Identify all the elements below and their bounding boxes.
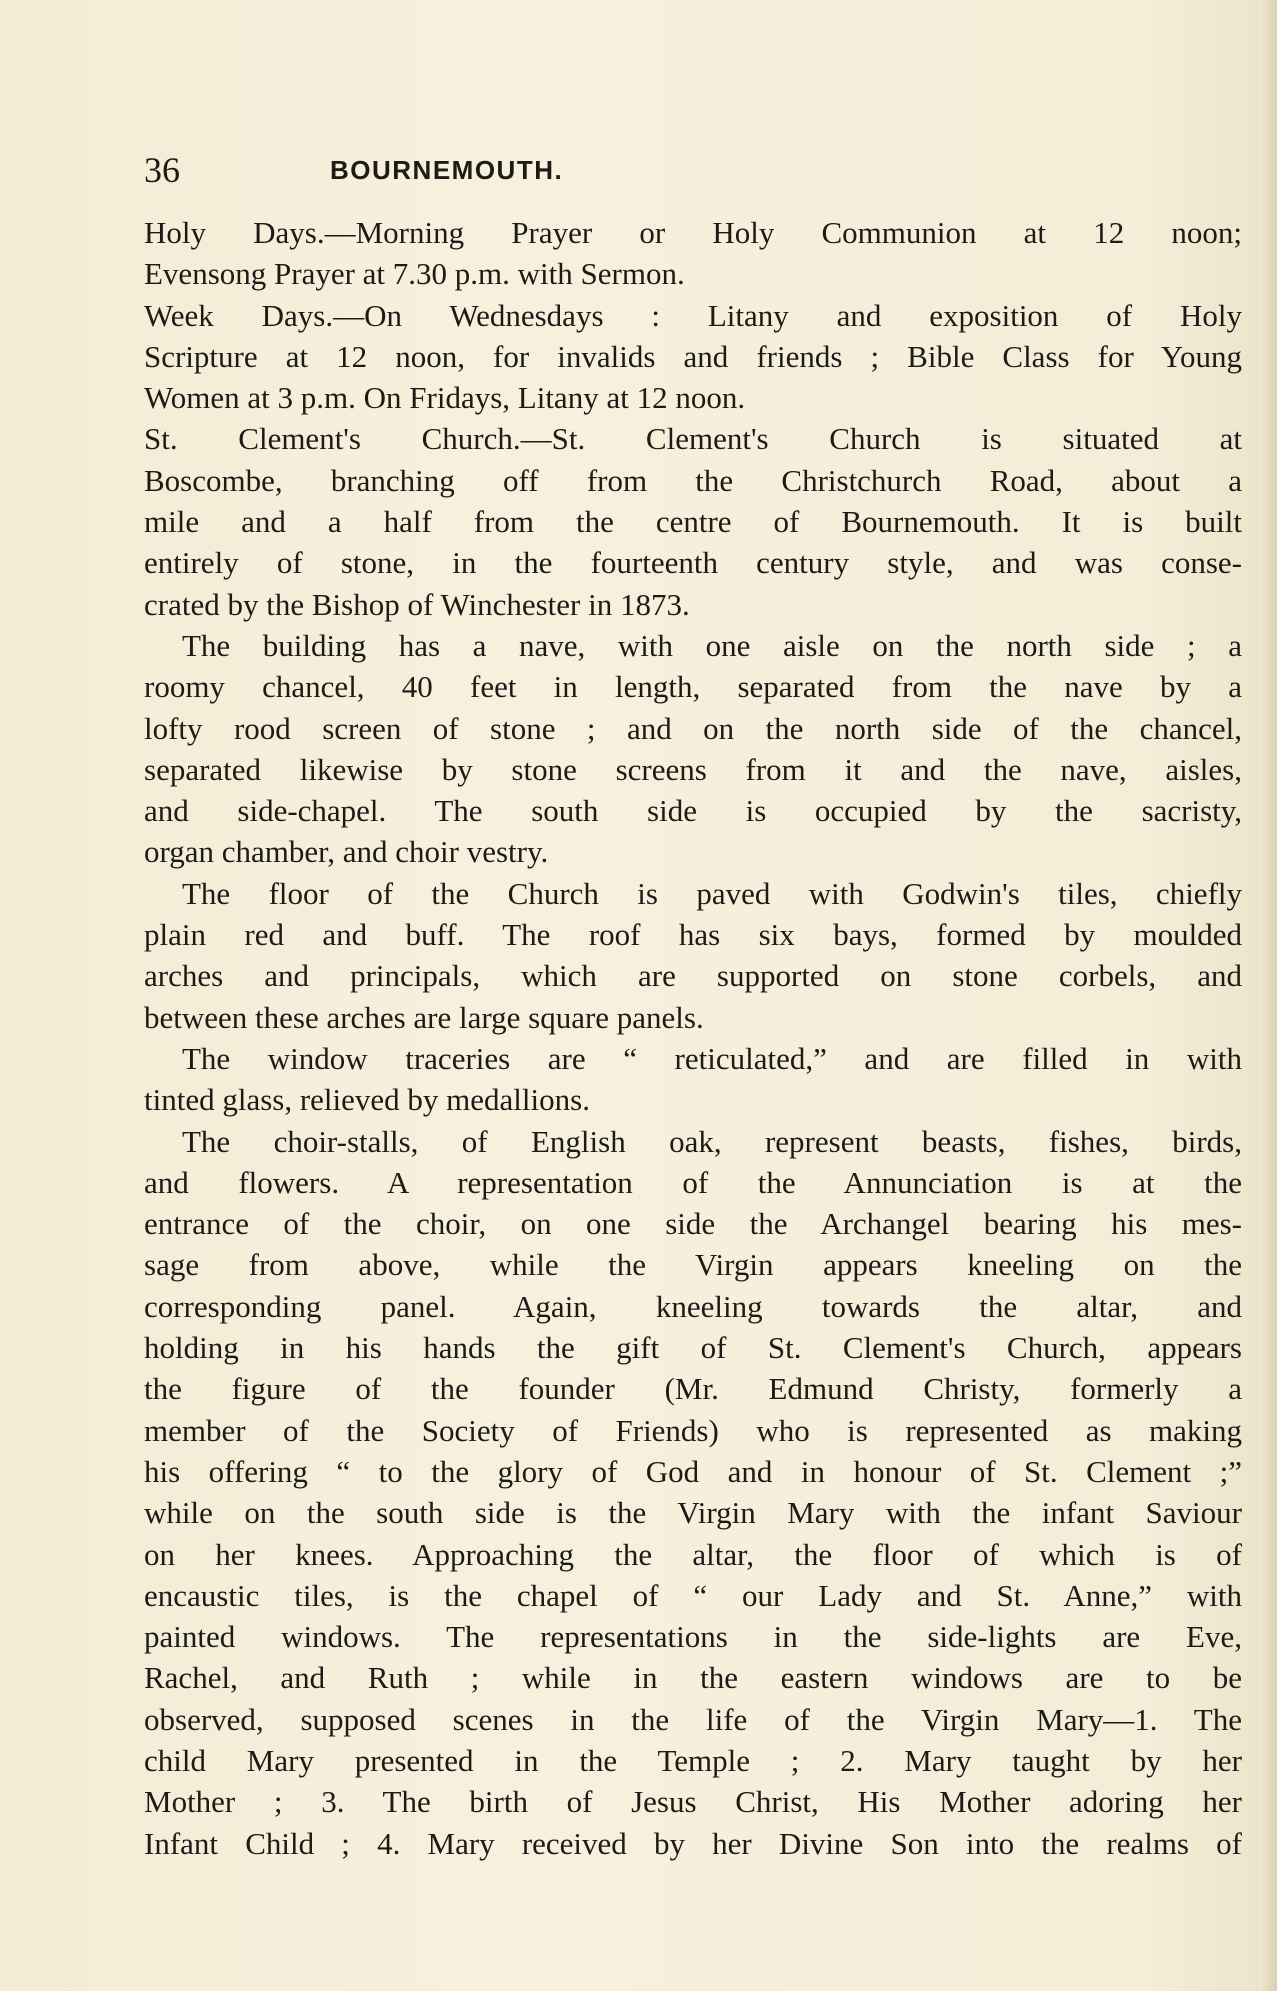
text-line: the figure of the founder (Mr. Edmund Christy, formerly a [144, 1371, 1242, 1407]
text-line: Women at 3 p.m. On Fridays, Litany at 12 noon. [144, 380, 746, 416]
text-line: between these arches are large square panels. [144, 999, 704, 1035]
text-line: Mother ; 3. The birth of Jesus Christ, His Mother adoring her [144, 1784, 1242, 1820]
text-line: Holy Days.—Morning Prayer or Holy Communion at 12 noon; [144, 215, 1242, 250]
text-line: his offering “ to the glory of God and in honour of St. Clement ;” [144, 1453, 1242, 1489]
text-line: The building has a nave, with one aisle on the north side ; a [182, 627, 1242, 663]
text-line: separated likewise by stone screens from it and the nave, aisles, [144, 751, 1242, 787]
text-line: member of the Society of Friends) who is represented as making [144, 1412, 1242, 1448]
page-edge [1259, 0, 1277, 1991]
text-line: on her knees. Approaching the altar, the floor of which is of [144, 1536, 1242, 1572]
text-line: Rachel, and Ruth ; while in the eastern windows are to be [144, 1660, 1242, 1696]
text-line: crated by the Bishop of Winchester in 1873. [144, 586, 690, 622]
text-line: Evensong Prayer at 7.30 p.m. with Sermon. [144, 256, 685, 292]
text-line: plain red and buff. The roof has six bays, formed by moulded [144, 917, 1242, 953]
text-line: tinted glass, relieved by medallions. [144, 1082, 590, 1118]
text-line: mile and a half from the centre of Bournemouth. It is built [144, 504, 1242, 540]
text-line: lofty rood screen of stone ; and on the north side of the chancel, [144, 710, 1242, 746]
text-line: The window traceries are “ reticulated,” and are filled in with [182, 1040, 1242, 1076]
text-line: holding in his hands the gift of St. Clement's Church, appears [144, 1330, 1242, 1366]
text-line: arches and principals, which are supported on stone corbels, and [144, 958, 1242, 994]
text-line: sage from above, while the Virgin appears kneeling on the [144, 1247, 1242, 1283]
text-line: The choir-stalls, of English oak, represent beasts, fishes, birds, [182, 1123, 1242, 1159]
body-text [144, 212, 1242, 1864]
text-line: entrance of the choir, on one side the Archangel bearing his mes- [144, 1206, 1242, 1242]
text-line: encaustic tiles, is the chapel of “ our Lady and St. Anne,” with [144, 1577, 1242, 1613]
page-number: 36 [144, 150, 180, 190]
text-line: organ chamber, and choir vestry. [144, 834, 549, 870]
text-line: corresponding panel. Again, kneeling towards the altar, and [144, 1288, 1242, 1324]
text-line: Week Days.—On Wednesdays : Litany and exposition of Holy [144, 297, 1242, 333]
text-line: and flowers. A representation of the Annunciation is at the [144, 1164, 1242, 1200]
text-line: child Mary presented in the Temple ; 2. Mary taught by her [144, 1742, 1242, 1778]
text-line: Boscombe, branching off from the Christchurch Road, about a [144, 462, 1242, 498]
text-line: The floor of the Church is paved with Godwin's tiles, chiefly [182, 875, 1242, 911]
text-line: and side-chapel. The south side is occupied by the sacristy, [144, 793, 1242, 829]
text-line: observed, supposed scenes in the life of the Virgin Mary—1. The [144, 1701, 1242, 1737]
text-line: roomy chancel, 40 feet in length, separated from the nave by a [144, 669, 1242, 705]
text-line: Infant Child ; 4. Mary received by her Divine Son into the realms of [144, 1825, 1242, 1861]
text-line: St. Clement's Church.—St. Clement's Church is situated at [144, 421, 1242, 457]
text-line: while on the south side is the Virgin Mary with the infant Saviour [144, 1495, 1242, 1531]
text-line: painted windows. The representations in the side-lights are Eve, [144, 1619, 1242, 1655]
running-head: BOURNEMOUTH. [330, 155, 564, 185]
text-line: entirely of stone, in the fourteenth century style, and was conse- [144, 545, 1242, 581]
text-line: Scripture at 12 noon, for invalids and friends ; Bible Class for Young [144, 338, 1242, 374]
page-header [144, 150, 1244, 190]
